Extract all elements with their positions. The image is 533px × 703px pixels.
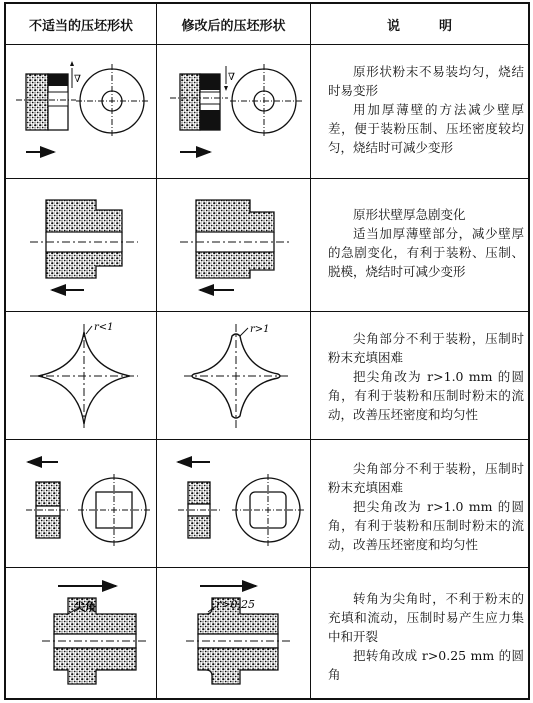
row5-modified-figure xyxy=(182,578,300,696)
row3-unsuitable-figure xyxy=(20,320,146,432)
row4-desc-line2: 把尖角改为 r>1.0 mm 的圆角，有利于装粉和压制时粉末的流动，改善压坯密度和均匀性 xyxy=(328,499,524,552)
row3-desc-line1: 尖角部分不利于装粉，压制时粉末充填困难 xyxy=(328,331,524,365)
row1-explanation xyxy=(328,62,524,157)
column-divider xyxy=(156,4,157,698)
row1-desc-line1: 原形状粉末不易装均匀，烧结时易变形 xyxy=(328,64,524,98)
row-divider xyxy=(6,567,528,568)
row4-unsuitable-figure xyxy=(18,452,150,564)
row1-modified-figure xyxy=(166,54,304,172)
row5-explanation xyxy=(328,589,524,684)
row2-modified-figure xyxy=(178,192,298,302)
row2-desc-line2: 适当加厚薄壁部分，减少壁厚的急剧变化，有利于装粉、压制、脱模，烧结时可减少变形 xyxy=(328,226,524,279)
row5-desc-line1: 转角为尖角时，不利于粉末的充填和流动，压制时易产生应力集中和开裂 xyxy=(328,591,524,644)
row4-explanation xyxy=(328,459,524,554)
r-greater-than-0.25-label: r>0.25 xyxy=(216,598,255,611)
row5-desc-line2: 把转角改成 r>0.25 mm 的圆角 xyxy=(328,648,524,682)
row5-unsuitable-figure xyxy=(36,578,148,696)
header-modified-shape: 修改后的压坯形状 xyxy=(181,18,286,34)
sharp-corner-label: 尖角 xyxy=(74,600,96,613)
svg-text:∇: ∇ xyxy=(74,74,81,85)
row3-explanation xyxy=(328,329,524,424)
row4-modified-figure xyxy=(166,452,304,564)
row1-unsuitable-figure xyxy=(14,54,150,172)
header-explanation: 说 明 xyxy=(386,18,452,34)
comparison-table xyxy=(4,2,530,700)
row-divider xyxy=(6,178,528,179)
row-divider xyxy=(6,311,528,312)
row3-desc-line2: 把尖角改为 r>1.0 mm 的圆角，有利于装粉和压制时粉末的流动，改善压坯密度和均匀性 xyxy=(328,369,524,422)
header-unsuitable-shape: 不适当的压坯形状 xyxy=(28,18,133,34)
row2-explanation xyxy=(328,205,524,281)
row3-modified-figure xyxy=(172,320,298,432)
row1-desc-line2: 用加厚薄壁的方法减少壁厚差，便于装粉压制、压坯密度较均匀，烧结时可减少变形 xyxy=(328,102,524,155)
column-divider xyxy=(310,4,311,698)
row2-unsuitable-figure xyxy=(26,192,146,302)
r-less-than-1-label: r<1 xyxy=(94,322,114,333)
svg-text:∇: ∇ xyxy=(228,72,235,83)
row2-desc-line1: 原形状壁厚急剧变化 xyxy=(353,207,466,222)
row-divider xyxy=(6,439,528,440)
row4-desc-line1: 尖角部分不利于装粉，压制时粉末充填困难 xyxy=(328,461,524,495)
row-divider xyxy=(6,44,528,45)
r-greater-than-1-label: r>1 xyxy=(250,324,270,335)
